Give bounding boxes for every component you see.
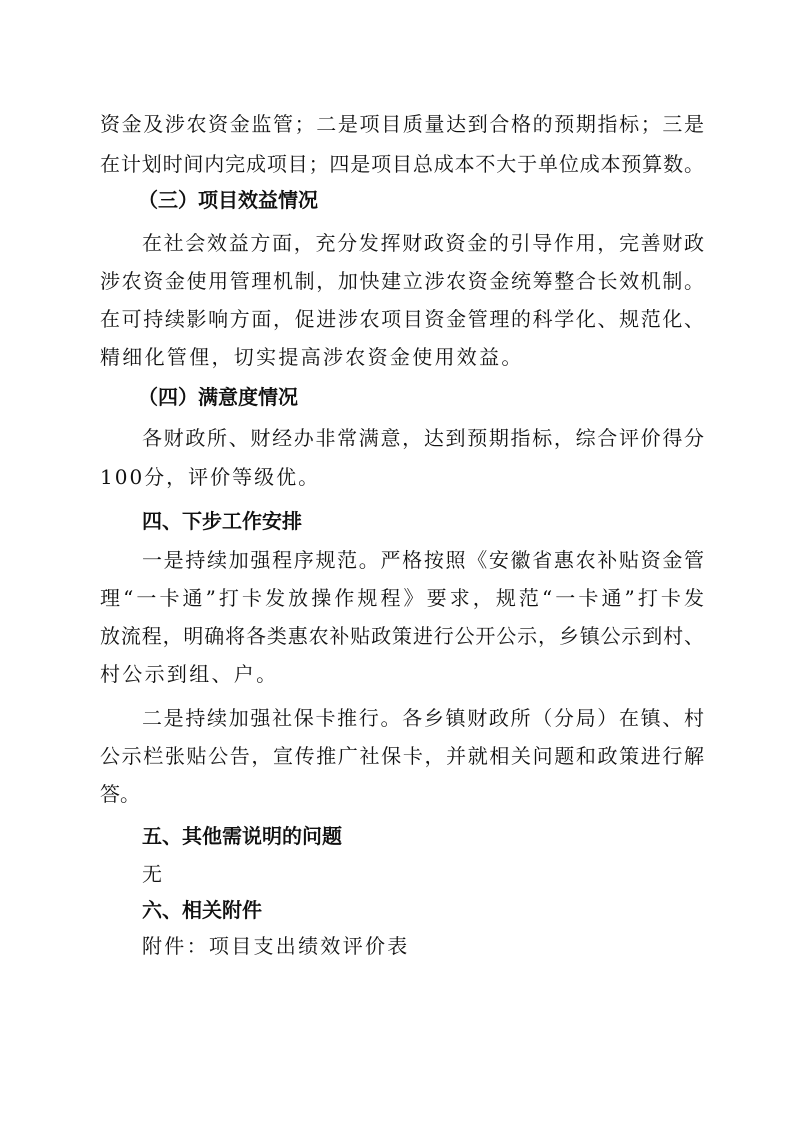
- section-heading: （三）项目效益情况: [138, 188, 318, 212]
- paragraph-line: 二是持续加强社保卡推行。各乡镇财政所（分局）在镇、村: [142, 706, 704, 730]
- attachment-line: 附件：项目支出绩效评价表: [142, 934, 410, 958]
- paragraph-line: 答。: [100, 782, 140, 806]
- paragraph-line: 村公示到组、户。: [100, 662, 279, 686]
- paragraph-line: 无: [142, 862, 162, 886]
- paragraph-line: 100分，评价等级优。: [100, 465, 321, 489]
- paragraph-line: 各财政所、财经办非常满意，达到预期指标，综合评价得分: [142, 426, 704, 450]
- paragraph-line: 公示栏张贴公告，宣传推广社保卡，并就相关问题和政策进行解: [100, 744, 704, 768]
- paragraph-line: 资金及涉农资金监管；二是项目质量达到合格的预期指标；三是: [100, 112, 704, 136]
- section-heading: 五、其他需说明的问题: [142, 824, 342, 848]
- paragraph-line: 理“一卡通”打卡发放操作规程》要求，规范“一卡通”打卡发: [100, 586, 704, 610]
- section-heading: 四、下步工作安排: [142, 509, 302, 533]
- paragraph-line: 放流程，明确将各类惠农补贴政策进行公开公示，乡镇公示到村、: [100, 624, 704, 648]
- paragraph-line: 在可持续影响方面，促进涉农项目资金管理的科学化、规范化、: [100, 307, 704, 331]
- paragraph-line: 精细化管俚，切实提高涉农资金使用效益。: [100, 345, 524, 369]
- paragraph-line: 一是持续加强程序规范。严格按照《安徽省惠农补贴资金管: [142, 548, 704, 572]
- paragraph-line: 在社会效益方面，充分发挥财政资金的引导作用，完善财政: [142, 231, 704, 255]
- section-heading: 六、相关附件: [142, 898, 262, 922]
- paragraph-line: 在计划时间内完成项目；四是项目总成本不大于单位成本预算数。: [100, 152, 704, 176]
- section-heading: （四）满意度情况: [138, 385, 298, 409]
- paragraph-line: 涉农资金使用管理机制，加快建立涉农资金统筹整合长效机制。: [100, 269, 704, 293]
